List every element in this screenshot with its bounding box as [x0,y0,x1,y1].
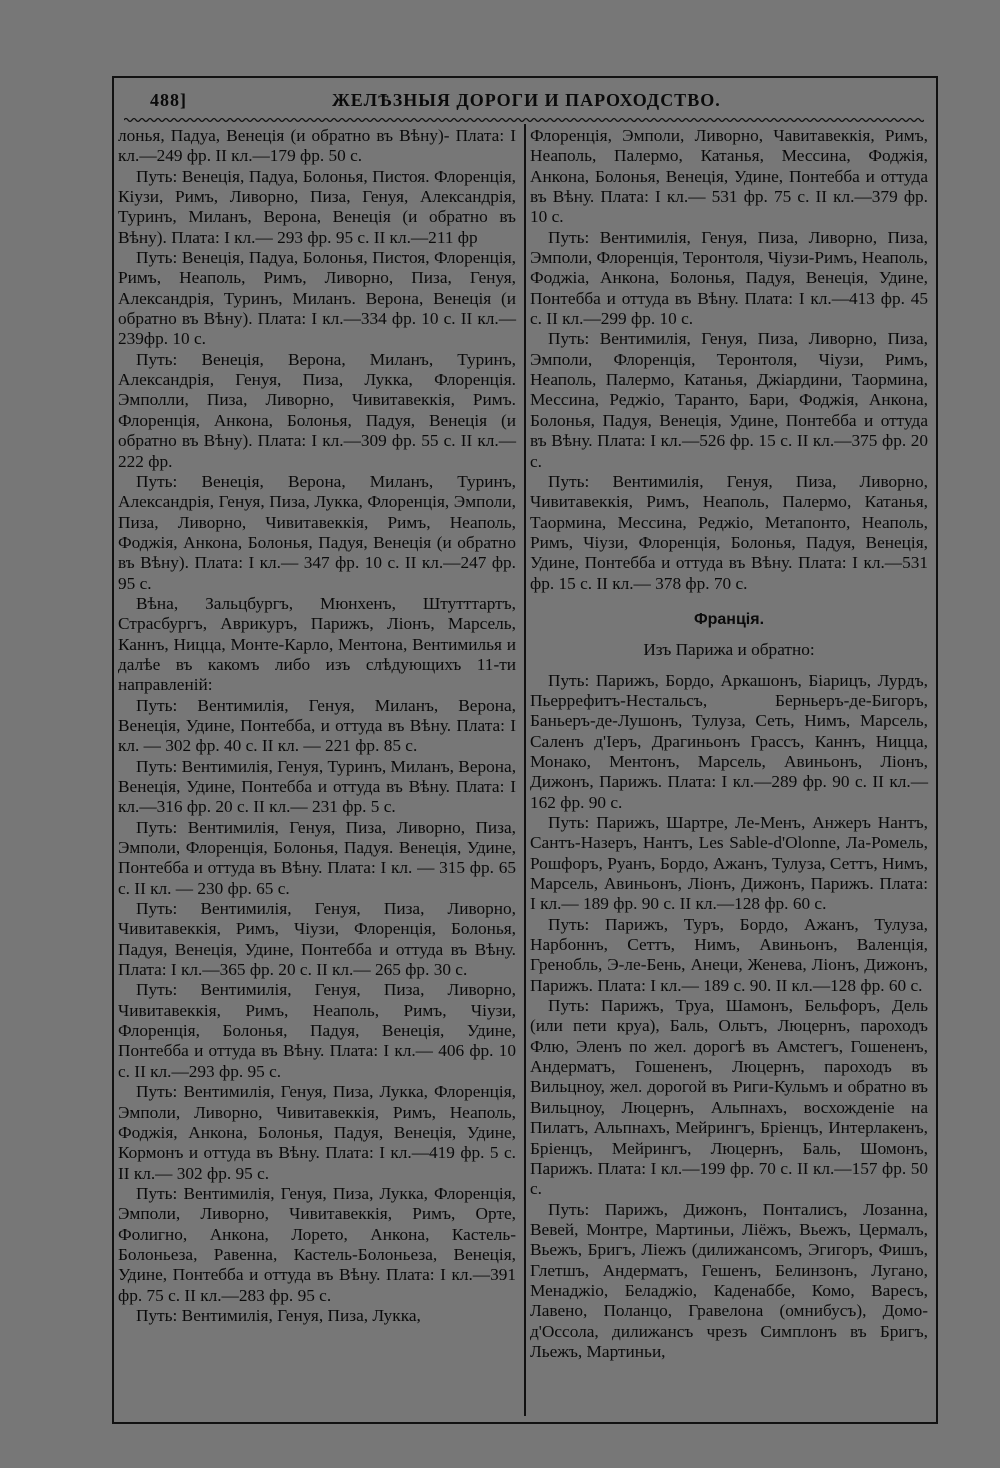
route-paragraph: Путь: Венеція, Падуа, Болонья, Пистоя. Флоренція, Кіузи, Римъ, Ливорно, Пиза, Генуя, Александрія, Туринъ, Миланъ, Верона, Венеція (и обратно въ Вѣну). Плата: I кл.— 293 фр. 95 с. II кл.—211 фр [118,166,516,247]
route-paragraph: Путь: Парижъ, Туръ, Бордо, Ажанъ, Тулуза, Нарбоннъ, Сеттъ, Нимъ, Авиньонъ, Валенція, Гренобль, Э-ле-Бень, Анеци, Женева, Ліонъ, Дижонъ, Парижъ. Плата: I кл.— 189 с. 90. II кл.—128 фр. 60 с. [530,914,928,995]
route-paragraph: Путь: Венеція, Верона, Миланъ, Туринъ, Александрія, Генуя, Пиза, Лукка, Флоренція, Эмполи, Пиза, Ливорно, Чивитавеккія, Римъ, Неаполь, Фоджія, Анкона, Болонья, Падуя, Венеція (и обратно въ Вѣну). Плата: I кл.— 347 фр. 10 с. II кл.—247 фр. 95 с. [118,471,516,593]
frame-right-rule [936,76,938,1424]
page-number: 488] [150,90,187,110]
route-paragraph: Путь: Вентимилія, Генуя, Пиза, Лукка, Флоренція, Эмполи, Ливорно, Чивитавеккія, Римъ, Орте, Фолигно, Анкона, Лорето, Анкона, Кастель-Болоньеза, Равенна, Кастель-Болоньеза, Венеція, Удине, Понтебба и оттуда въ Вѣну. Плата: I кл.—391 фр. 75 с. II кл.—283 фр. 95 с. [118,1183,516,1305]
book-page [112,76,938,1424]
subsection-title: Изъ Парижа и обратно: [643,640,815,660]
route-paragraph: Путь: Вентимилія, Генуя, Пиза, Ливорно, Чивитавеккія, Римъ, Неаполь, Римъ, Чіузи, Флоренція, Болонья, Падуя, Венеція, Удине, Понтебба и оттуда въ Вѣну. Плата: I кл.— 406 фр. 10 с. II кл.—293 фр. 95 с. [118,980,516,1081]
route-paragraph: Путь: Вентимилія, Генуя, Туринъ, Миланъ, Верона, Венеція, Удине, Понтебба и оттуда въ Вѣну. Плата: I кл.—316 фр. 20 с. II кл.— 231 фр. 5 с. [118,756,517,817]
route-paragraph: Путь: Парижъ, Бордо, Аркашонъ, Біарицъ, Лурдъ, Пьеррефитъ-Нестальсъ, Берньеръ-де-Бигоръ, Баньеръ-де-Лушонъ, Тулуза, Сеть, Нимъ, Марсель, Саленъ д'Іеръ, Драгиньонъ Грассъ, Каннъ, Ницца, Монако, Ментонъ, Марсель, Авиньонъ, Ліонъ, Дижонъ, Парижъ. Плата: I кл.—289 фр. 90 с. II кл.—162 фр. 90 с. [530,670,928,812]
frame-top-rule [112,76,938,78]
frame-left-rule [112,76,114,1424]
route-paragraph: Вѣна, Зальцбургъ, Мюнхенъ, Штутттартъ, Страсбургъ, Аврикуръ, Парижъ, Ліонъ, Марсель, Каннъ, Ницца, Монте-Карло, Ментона, Вентимилья и далѣе въ какомъ либо изъ слѣдующихъ 11-ти направленій: [118,593,516,695]
route-paragraph: Путь: Вентимилія, Генуя, Пиза, Ливорно, Пиза, Эмполи, Флоренція, Теронтоля, Чіузи, Римъ, Неаполь, Палермо, Катанья, Джіардини, Таормина, Мессина, Реджіо, Таранто, Бари, Фоджія, Анкона, Болонья, Падуя, Венеція, Удине, Понтебба и оттуда въ Вѣну. Плата: I кл.—526 фр. 15 с. II кл.—375 фр. 20 с. [530,329,928,471]
route-paragraph: Путь: Вентимилія, Генуя, Пиза, Ливорно, Чивитавеккія, Римъ, Неаполь, Палермо, Катанья, Таормина, Мессина, Реджіо, Метапонто, Неаполь, Римъ, Чіузи, Флоренція, Болонья, Падуя, Венеція, Удине, Понтебба и оттуда въ Вѣну. Плата: I кл.—531 фр. 15 с. II кл.— 378 фр. 70 с. [530,471,928,593]
route-paragraph: Путь: Венеція, Верона, Миланъ, Туринъ, Александрія, Генуя, Пиза, Лукка, Флоренція. Эмполли, Пиза, Ливорно, Чивитавеккія, Римъ. Флоренція, Анкона, Болонья, Падуя, Венеція (и обратно въ Вѣну). Плата: I кл.—309 фр. 55 с. II кл.—222 фр. [118,349,516,471]
left-column [118,126,516,1326]
route-paragraph: Путь: Парижъ, Шартре, Ле-Менъ, Анжеръ Нантъ, Сантъ-Назеръ, Нантъ, Les Sable-d'Olonne, Ла-Ромель, Рошфоръ, Руанъ, Бордо, Ажанъ, Тулуза, Сеттъ, Нимъ, Марсель, Авиньонъ, Ліонъ, Дижонъ, Парижъ. Плата: I кл.— 189 фр. 90 с. II кл.—128 фр. 60 с. [530,813,928,914]
route-paragraph: лонья, Падуа, Венеція (и обратно въ Вѣну)- Плата: I кл.—249 фр. II кл.—179 фр. 50 с. [118,126,516,166]
route-paragraph: Путь: Парижъ, Труа, Шамонъ, Бельфоръ, Дель (или пети круа), Баль, Ольтъ, Люцернъ, пароходъ Флю, Эленъ по жел. дорогѣ въ Амстегъ, Гошененъ, Андерматъ, Гошененъ, Люцернъ, пароходъ въ Вильцноу, жел. дорогой въ Риги-Кульмъ и обратно въ Вильцноу, Люцернъ, Альпнахъ, восхожденіе на Пилатъ, Альпнахъ, Мейрингъ, Бріенцъ, Интерлакенъ, Бріенцъ, Мейрингъ, Люцернъ, Баль, Шомонъ, Парижъ. Плата: I кл.—199 фр. 70 с. II кл.—157 фр. 50 с. [530,996,928,1199]
route-paragraph: Путь: Вентимилія, Генуя, Пиза, Ливорно, Пиза, Эмполи, Флоренція, Теронтоля, Чіузи-Римъ, Неаполь, Фоджіа, Анкона, Болонья, Падуя, Венеція, Удине, Понтебба и оттуда въ Вѣну. Плата: I кл.—413 фр. 45 с. II кл.—299 фр. 10 с. [530,227,928,329]
route-paragraph: Путь: Вентимилія, Генуя, Пиза, Ливорно, Пиза, Эмполи, Флоренція, Болонья, Падуя. Венеція, Удине, Понтебба и оттуда въ Вѣну. Плата: I кл. — 315 фр. 65 с. II кл. — 230 фр. 65 с. [118,817,516,898]
section-title: Франція. [693,610,765,628]
column-divider [524,124,526,1416]
route-paragraph: Путь: Венеція, Падуа, Болонья, Пистоя, Флоренція, Римъ, Неаполь, Римъ, Ливорно, Пиза, Генуя, Александрія, Туринъ, Миланъ. Верона, Венеція (и обратно въ Вѣну). Плата: I кл.—334 фр. 10 с. II кл.—239фр. 10 с. [118,248,516,349]
route-paragraph: Путь: Вентимилія, Генуя, Пиза, Ливорно, Чивитавеккія, Римъ, Чіузи, Флоренція, Болонья, Падуя, Венеція, Удине, Понтебба и оттуда въ Вѣну. Плата: I кл.—365 фр. 20 с. II кл.— 265 фр. 30 с. [118,899,516,980]
section-spacer [530,594,928,604]
route-paragraph: Путь: Парижъ, Дижонъ, Понталисъ, Лозанна, Вевей, Монтре, Мартиньи, Ліёжъ, Вьежъ, Цермалъ, Вьежъ, Бригъ, Ліежъ (дилижансомъ, Эгигоръ, Фишъ, Глетшъ, Андерматъ, Гешенъ, Белинзонъ, Лугано, Менаджіо, Беладжіо, Каденаббе, Комо, Варесъ, Лавено, Поланцо, Гравелона (омнибусъ), Домо-д'Оссола, дилижансъ чрезъ Симплонъ въ Бригъ, Льежъ, Мартиньи, [530,1199,928,1361]
wavy-rule [124,116,924,124]
running-title: ЖЕЛѢЗНЫЯ ДОРОГИ И ПАРОХОДСТВО. [332,90,721,110]
route-paragraph: Путь: Вентимилія, Генуя, Пиза, Лукка, Флоренція, Эмполи, Ливорно, Чивитавеккія, Римъ, Неаполь, Фоджія, Анкона, Болонья, Падуя, Венеція, Удине, Кормонъ и оттуда въ Вѣну. Плата: I кл.—419 фр. 5 с. II кл.— 302 фр. 95 с. [118,1082,516,1183]
route-paragraph: Флоренція, Эмполи, Ливорно, Чавитавеккія, Римъ, Неаполь, Палермо, Катанья, Мессина, Фоджія, Анкона, Болонья, Венеція, Удине, Понтебба и оттуда въ Вѣну. Плата: I кл.— 531 фр. 75 с. II кл.—379 фр. 10 с. [530,126,928,227]
right-column [530,126,928,1362]
frame-bottom-rule [112,1422,938,1424]
route-paragraph: Путь: Вентимилія, Генуя, Пиза, Лукка, [136,1305,421,1325]
route-paragraph: Путь: Вентимилія, Генуя, Миланъ, Верона, Венеція, Удине, Понтебба, и оттуда въ Вѣну. Плата: I кл. — 302 фр. 40 с. II кл. — 221 фр. 85 с. [118,695,516,756]
page-header [122,90,928,116]
